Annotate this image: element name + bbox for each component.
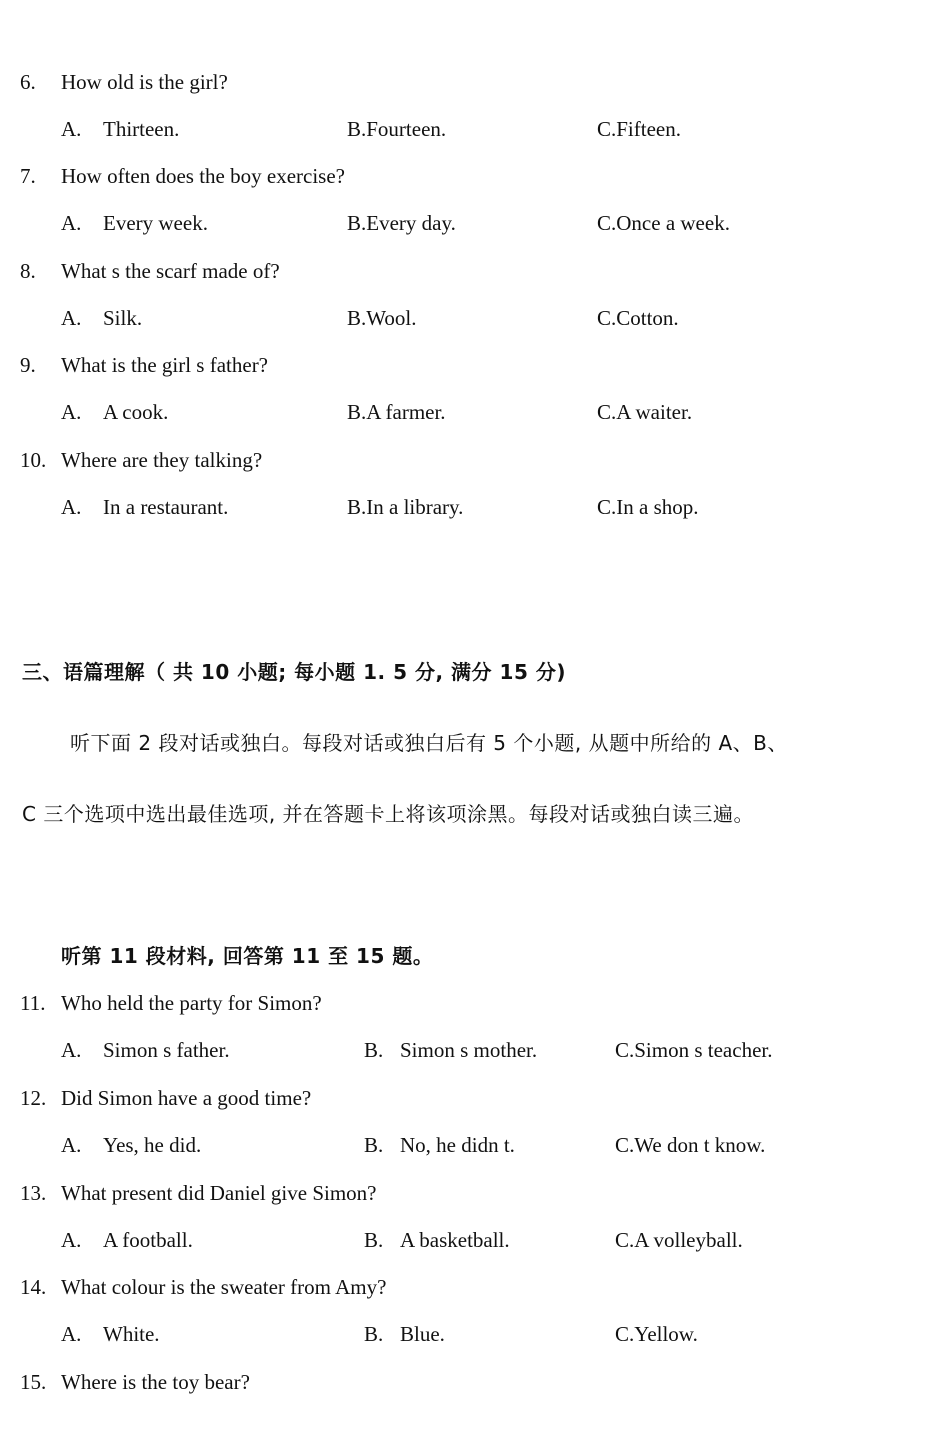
option-b: B.Wool.	[347, 306, 417, 330]
question-text: Where is the toy bear?	[61, 1370, 250, 1394]
section-heading: 三、语篇理解（ 共 10 小题; 每小题 1. 5 分, 满分 15 分)	[22, 660, 566, 684]
option-c: C.Simon s teacher.	[615, 1038, 773, 1062]
question-text: What is the girl s father?	[61, 353, 269, 377]
option-a: Yes, he did.	[103, 1133, 202, 1157]
option-a: Silk.	[103, 306, 143, 330]
question-number: 10.	[20, 448, 47, 472]
option-b-letter: B.	[364, 1038, 384, 1062]
option-a: Every week.	[103, 211, 208, 235]
option-b: B.Every day.	[347, 211, 456, 235]
option-b: B.Fourteen.	[347, 117, 447, 141]
question-text: How often does the boy exercise?	[61, 164, 345, 188]
option-b-letter: B.	[364, 1322, 384, 1346]
option-c: C.A waiter.	[597, 400, 693, 424]
question-text: Did Simon have a good time?	[61, 1086, 312, 1110]
option-c: C.Cotton.	[597, 306, 679, 330]
question-text: What colour is the sweater from Amy?	[61, 1275, 387, 1299]
question-number: 12.	[20, 1086, 47, 1110]
option-c: C.In a shop.	[597, 495, 699, 519]
option-a-letter: A.	[61, 117, 82, 141]
option-b: Simon s mother.	[400, 1038, 538, 1062]
option-a-letter: A.	[61, 306, 82, 330]
question-text: What present did Daniel give Simon?	[61, 1181, 377, 1205]
option-a-letter: A.	[61, 211, 82, 235]
option-b: A basketball.	[400, 1228, 510, 1252]
question-text: What s the scarf made of?	[61, 259, 280, 283]
question-number: 15.	[20, 1370, 47, 1394]
option-c: C.Fifteen.	[597, 117, 681, 141]
instruction-line-2: C 三个选项中选出最佳选项, 并在答题卡上将该项涂黑。每段对话或独白读三遍。	[22, 802, 755, 826]
option-a: In a restaurant.	[103, 495, 229, 519]
option-b: B.In a library.	[347, 495, 464, 519]
option-b-letter: B.	[364, 1133, 384, 1157]
option-a-letter: A.	[61, 1038, 82, 1062]
question-number: 8.	[20, 259, 36, 283]
option-c: C.Yellow.	[615, 1322, 698, 1346]
instruction-line-1: 听下面 2 段对话或独白。每段对话或独白后有 5 个小题, 从题中所给的 A、B、	[70, 731, 788, 755]
question-number: 14.	[20, 1275, 47, 1299]
option-c: C.We don t know.	[615, 1133, 766, 1157]
option-a-letter: A.	[61, 1133, 82, 1157]
question-number: 11.	[20, 991, 46, 1015]
option-b: B.A farmer.	[347, 400, 446, 424]
question-text: Where are they talking?	[61, 448, 263, 472]
question-text: Who held the party for Simon?	[61, 991, 322, 1015]
question-number: 9.	[20, 353, 36, 377]
option-a: Simon s father.	[103, 1038, 230, 1062]
option-a-letter: A.	[61, 1322, 82, 1346]
option-a-letter: A.	[61, 1228, 82, 1252]
option-b-letter: B.	[364, 1228, 384, 1252]
option-a-letter: A.	[61, 495, 82, 519]
question-number: 13.	[20, 1181, 47, 1205]
question-number: 7.	[20, 164, 36, 188]
question-text: How old is the girl?	[61, 70, 228, 94]
option-b: No, he didn t.	[400, 1133, 515, 1157]
option-a: Thirteen.	[103, 117, 180, 141]
option-a: White.	[103, 1322, 160, 1346]
question-number: 6.	[20, 70, 36, 94]
sub-heading: 听第 11 段材料, 回答第 11 至 15 题。	[61, 944, 434, 968]
option-b: Blue.	[400, 1322, 445, 1346]
option-a: A football.	[103, 1228, 193, 1252]
option-c: C.A volleyball.	[615, 1228, 743, 1252]
option-a-letter: A.	[61, 400, 82, 424]
option-a: A cook.	[103, 400, 169, 424]
option-c: C.Once a week.	[597, 211, 730, 235]
